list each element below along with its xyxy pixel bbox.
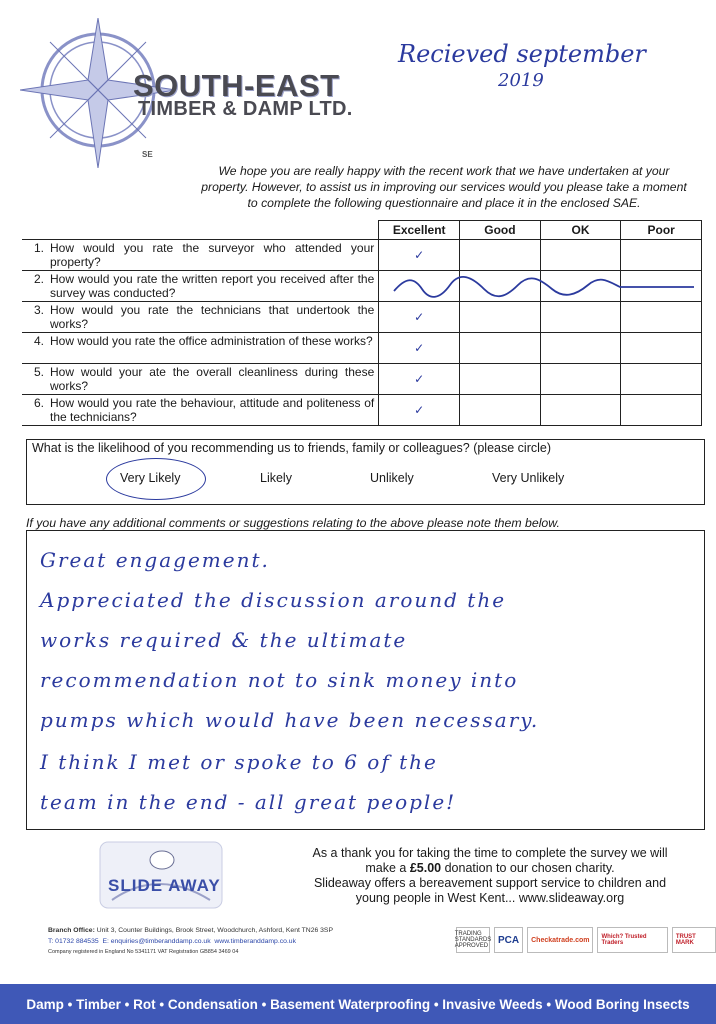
rating-poor-cell[interactable] bbox=[621, 240, 702, 271]
col-poor: Poor bbox=[621, 221, 702, 240]
branch-web: www.timberanddamp.co.uk bbox=[214, 938, 296, 945]
table-row bbox=[22, 240, 702, 271]
charity-logo-text: SLIDE AWAY bbox=[108, 876, 221, 895]
rating-excellent-cell[interactable] bbox=[379, 240, 460, 271]
tick-mark: ✓ bbox=[414, 372, 425, 386]
tick-mark: ✓ bbox=[414, 341, 425, 355]
comment-line: Appreciated the discussion around the bbox=[40, 588, 507, 612]
table-corner bbox=[22, 221, 379, 240]
rating-good-cell[interactable] bbox=[460, 333, 541, 364]
col-good: Good bbox=[460, 221, 541, 240]
received-note-line2: 2019 bbox=[498, 70, 544, 91]
question-number: 4. bbox=[33, 334, 44, 348]
rating-good-cell[interactable] bbox=[460, 240, 541, 271]
question-text: How would you rate the written report you received after the survey was conducted? bbox=[50, 272, 375, 300]
badge-which: Which? Trusted Traders bbox=[597, 927, 667, 953]
wavy-scribble bbox=[392, 275, 696, 299]
services-banner: Damp • Timber • Rot • Condensation • Basement Waterproofing • Invasive Weeds • Wood Boring Insects bbox=[0, 984, 716, 1024]
badge-pca: PCA bbox=[494, 927, 523, 953]
intro-text: We hope you are really happy with the recent work that we have undertaken at your property. However, to assist us in improving our services would you please take a moment to complete the following questionnaire and place it in the enclosed SAE. bbox=[201, 164, 687, 210]
accreditation-badges bbox=[456, 927, 716, 953]
rating-excellent-cell[interactable] bbox=[379, 364, 460, 395]
charity-line2-post: donation to our chosen charity. bbox=[441, 861, 615, 875]
logo-subtitle: TIMBER & DAMP LTD. bbox=[138, 98, 353, 120]
survey-table bbox=[22, 220, 702, 423]
table-row bbox=[22, 395, 702, 426]
option-likely[interactable]: Likely bbox=[260, 471, 292, 485]
rating-poor-cell[interactable] bbox=[621, 302, 702, 333]
col-ok: OK bbox=[540, 221, 621, 240]
charity-text bbox=[300, 846, 680, 906]
logo-title: SOUTH-EAST bbox=[133, 68, 340, 103]
rating-good-cell[interactable] bbox=[460, 364, 541, 395]
branch-phone: T: 01732 884535 bbox=[48, 938, 99, 945]
tick-mark: ✓ bbox=[414, 248, 425, 262]
branch-address: Unit 3, Counter Buildings, Brook Street, Woodchurch, Ashford, Kent TN26 3SP bbox=[96, 927, 333, 934]
logo-initials: SE bbox=[142, 150, 153, 159]
charity-line4: young people in West Kent... www.slideaway.org bbox=[355, 891, 625, 905]
comment-line: I think I met or spoke to 6 of the bbox=[40, 750, 438, 774]
question-number: 3. bbox=[33, 303, 44, 317]
rating-excellent-cell[interactable] bbox=[379, 302, 460, 333]
question-number: 5. bbox=[33, 365, 44, 379]
question-number: 6. bbox=[33, 396, 44, 410]
rating-good-cell[interactable] bbox=[460, 395, 541, 426]
branch-email: E: enquiries@timberanddamp.co.uk bbox=[102, 938, 211, 945]
charity-line1: As a thank you for taking the time to complete the survey we will bbox=[312, 846, 668, 860]
option-unlikely[interactable]: Unlikely bbox=[370, 471, 414, 485]
recommend-question: What is the likelihood of you recommending us to friends, family or colleagues? (please circle) bbox=[32, 441, 551, 455]
comment-line: recommendation not to sink money into bbox=[40, 668, 519, 692]
charity-line2 bbox=[300, 861, 680, 876]
charity-logo bbox=[98, 840, 224, 910]
comment-line: team in the end - all great people! bbox=[40, 790, 457, 814]
table-row bbox=[22, 333, 702, 364]
branch-label: Branch Office: bbox=[48, 927, 95, 934]
question-text: How would you rate the behaviour, attitude and politeness of the technicians? bbox=[50, 396, 375, 424]
registration: Company registered in England No 5341171 VAT Registration GB854 3469 04 bbox=[48, 949, 239, 955]
rating-ok-cell[interactable] bbox=[540, 395, 621, 426]
question-number: 1. bbox=[33, 241, 44, 255]
question-text: How would you rate the office administration of these works? bbox=[50, 334, 373, 348]
table-row bbox=[22, 364, 702, 395]
option-very-unlikely[interactable]: Very Unlikely bbox=[492, 471, 565, 485]
comments-label: If you have any additional comments or suggestions relating to the above please note them below. bbox=[26, 516, 560, 530]
rating-good-cell[interactable] bbox=[460, 302, 541, 333]
rating-ok-cell[interactable] bbox=[540, 240, 621, 271]
question-number: 2. bbox=[33, 272, 44, 286]
option-very-likely[interactable]: Very Likely bbox=[120, 471, 181, 485]
comment-line: Great engagement. bbox=[40, 548, 270, 572]
badge-trustmark: TRUST MARK bbox=[672, 927, 716, 953]
charity-line3: Slideaway offers a bereavement support service to children and bbox=[313, 876, 667, 890]
rating-poor-cell[interactable] bbox=[621, 333, 702, 364]
question-text: How would you rate the technicians that undertook the works? bbox=[50, 303, 375, 331]
rating-ok-cell[interactable] bbox=[540, 333, 621, 364]
question-text: How would your ate the overall cleanliness during these works? bbox=[50, 365, 375, 393]
tick-mark: ✓ bbox=[414, 403, 425, 417]
question-text: How would you rate the surveyor who attended your property? bbox=[50, 241, 375, 269]
charity-logo-graphic bbox=[98, 840, 224, 910]
rating-poor-cell[interactable] bbox=[621, 364, 702, 395]
badge-trading-standards: TRADING STANDARDS APPROVED bbox=[456, 927, 490, 953]
received-note-line1: Recieved september bbox=[398, 40, 646, 68]
rating-excellent-cell[interactable] bbox=[379, 333, 460, 364]
table-row bbox=[22, 302, 702, 333]
comment-line: pumps which would have been necessary. bbox=[40, 708, 540, 732]
badge-checkatrade: Checkatrade.com bbox=[527, 927, 593, 953]
tick-mark: ✓ bbox=[414, 310, 425, 324]
rating-ok-cell[interactable] bbox=[540, 302, 621, 333]
donation-amount: £5.00 bbox=[409, 861, 442, 875]
rating-ok-cell[interactable] bbox=[540, 364, 621, 395]
rating-excellent-cell[interactable] bbox=[379, 395, 460, 426]
charity-line2-pre: make a bbox=[365, 861, 410, 875]
rating-poor-cell[interactable] bbox=[621, 395, 702, 426]
comment-line: works required & the ultimate bbox=[40, 628, 408, 652]
col-excellent: Excellent bbox=[379, 221, 460, 240]
branch-info bbox=[48, 925, 333, 958]
